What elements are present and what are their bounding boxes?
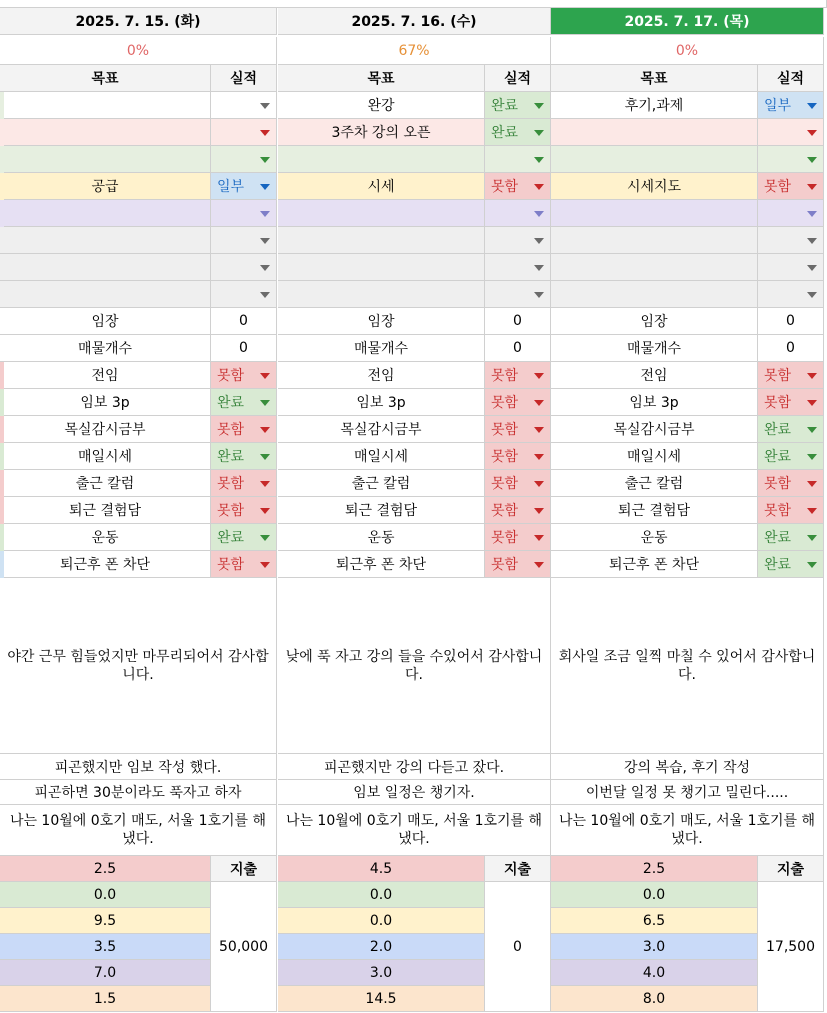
time-value[interactable]: 0.0 [0,882,211,908]
goal-cell[interactable]: 시세지도 [551,173,758,200]
expense-label: 지출 [485,856,551,882]
goal-cell[interactable]: 완강 [278,92,485,119]
chevron-down-icon[interactable] [534,400,544,406]
hidden-column-edge [0,92,4,119]
time-value[interactable]: 0.0 [278,908,485,934]
count-label: 매물개수 [551,335,758,362]
chevron-down-icon[interactable] [534,211,544,217]
hidden-column-edge [0,173,4,200]
goal-cell[interactable] [0,281,211,308]
improvement-note[interactable]: 이번달 일정 못 챙기고 밀린다..... [551,780,824,805]
goal-cell[interactable] [278,254,485,281]
time-value[interactable]: 14.5 [278,986,485,1012]
habit-label: 임보 3p [0,389,211,416]
goal-cell[interactable] [0,146,211,173]
habit-label: 퇴근후 폰 차단 [278,551,485,578]
expense-value[interactable]: 17,500 [758,882,824,1012]
habit-label: 목실감시금부 [551,416,758,443]
count-value[interactable]: 0 [211,308,277,335]
date-header[interactable]: 2025. 7. 17. (목) [551,8,824,35]
affirmation-note[interactable]: 나는 10월에 0호기 매도, 서울 1호기를 해냈다. [551,805,824,856]
count-label: 임장 [278,308,485,335]
goal-cell[interactable]: 후기,과제 [551,92,758,119]
goal-cell[interactable] [0,254,211,281]
chevron-down-icon[interactable] [807,562,817,568]
habit-status-dropdown[interactable]: 완료 [758,524,824,551]
goal-status-dropdown[interactable] [211,92,277,119]
progress-percent: 0% [0,37,277,65]
count-value[interactable]: 0 [211,335,277,362]
chevron-down-icon[interactable] [807,535,817,541]
result-column-header: 실적 [758,65,824,92]
habit-status-dropdown[interactable]: 못함 [485,389,551,416]
time-value[interactable]: 3.0 [551,934,758,960]
chevron-down-icon[interactable] [807,157,817,163]
goal-cell[interactable] [278,281,485,308]
reflection-note[interactable]: 피곤했지만 임보 작성 했다. [0,754,277,780]
goal-cell[interactable] [551,227,758,254]
result-column-header: 실적 [211,65,277,92]
goal-status-dropdown[interactable]: 완료 [485,92,551,119]
hidden-column-edge [0,146,4,173]
goal-status-dropdown[interactable] [211,281,277,308]
time-value[interactable]: 4.5 [278,856,485,882]
habit-label: 퇴근후 폰 차단 [0,551,211,578]
improvement-note[interactable]: 피곤하면 30분이라도 푹자고 하자 [0,780,277,805]
habit-label: 출근 칼럼 [551,470,758,497]
goal-status-dropdown[interactable] [211,254,277,281]
chevron-down-icon[interactable] [807,400,817,406]
chevron-down-icon[interactable] [260,535,270,541]
hidden-column-edge [0,497,4,524]
chevron-down-icon[interactable] [807,454,817,460]
habit-status-dropdown[interactable]: 못함 [211,362,277,389]
chevron-down-icon[interactable] [534,103,544,109]
chevron-down-icon[interactable] [260,211,270,217]
habit-status-dropdown[interactable]: 못함 [485,524,551,551]
chevron-down-icon[interactable] [807,427,817,433]
habit-status-dropdown[interactable]: 못함 [211,416,277,443]
time-value[interactable]: 2.0 [278,934,485,960]
habit-status-dropdown[interactable]: 완료 [758,551,824,578]
progress-percent: 67% [278,37,551,65]
habit-status-dropdown[interactable]: 못함 [758,497,824,524]
chevron-down-icon[interactable] [260,562,270,568]
chevron-down-icon[interactable] [534,427,544,433]
chevron-down-icon[interactable] [807,130,817,136]
count-label: 매물개수 [0,335,211,362]
goal-status-dropdown[interactable] [485,281,551,308]
time-value[interactable]: 3.0 [278,960,485,986]
habit-label: 퇴근 결험담 [0,497,211,524]
chevron-down-icon[interactable] [260,373,270,379]
habit-status-dropdown[interactable]: 못함 [485,416,551,443]
progress-percent: 0% [551,37,824,65]
habit-status-dropdown[interactable]: 완료 [211,443,277,470]
habit-label: 임보 3p [278,389,485,416]
count-value[interactable]: 0 [758,335,824,362]
goal-cell[interactable] [0,227,211,254]
hidden-column-edge [0,362,4,389]
chevron-down-icon[interactable] [260,265,270,271]
hidden-column-edge [0,119,4,146]
habit-label: 출근 칼럼 [278,470,485,497]
habit-label: 매일시세 [278,443,485,470]
goal-cell[interactable] [551,281,758,308]
habit-label: 매일시세 [0,443,211,470]
chevron-down-icon[interactable] [807,238,817,244]
goal-status-dropdown[interactable] [485,146,551,173]
goal-status-dropdown[interactable]: 일부 [211,173,277,200]
count-label: 임장 [0,308,211,335]
goal-status-dropdown[interactable]: 일부 [758,92,824,119]
chevron-down-icon[interactable] [534,373,544,379]
expense-label: 지출 [211,856,277,882]
chevron-down-icon[interactable] [260,238,270,244]
chevron-down-icon[interactable] [260,508,270,514]
chevron-down-icon[interactable] [807,292,817,298]
chevron-down-icon[interactable] [534,184,544,190]
habit-label: 출근 칼럼 [0,470,211,497]
habit-status-dropdown[interactable]: 못함 [485,362,551,389]
count-value[interactable]: 0 [485,308,551,335]
affirmation-note[interactable]: 나는 10월에 0호기 매도, 서울 1호기를 해냈다. [0,805,277,856]
goal-cell[interactable] [0,119,211,146]
reflection-note[interactable]: 강의 복습, 후기 작성 [551,754,824,780]
habit-status-dropdown[interactable]: 못함 [758,362,824,389]
habit-label: 전임 [551,362,758,389]
gratitude-note[interactable]: 회사일 조금 일찍 마칠 수 있어서 감사합니다. [551,578,824,754]
goal-status-dropdown[interactable] [211,119,277,146]
hidden-column-edge [0,524,4,551]
time-value[interactable]: 3.5 [0,934,211,960]
habit-status-dropdown[interactable]: 못함 [485,443,551,470]
time-value[interactable]: 7.0 [0,960,211,986]
chevron-down-icon[interactable] [534,481,544,487]
improvement-note[interactable]: 임보 일정은 챙기자. [278,780,551,805]
count-value[interactable]: 0 [485,335,551,362]
date-header[interactable]: 2025. 7. 15. (화) [0,8,277,35]
goal-cell[interactable] [0,200,211,227]
reflection-note[interactable]: 피곤했지만 강의 다듣고 잤다. [278,754,551,780]
gratitude-note[interactable]: 낮에 푹 자고 강의 들을 수있어서 감사합니다. [278,578,551,754]
habit-status-dropdown[interactable]: 완료 [211,389,277,416]
habit-label: 전임 [278,362,485,389]
affirmation-note[interactable]: 나는 10월에 0호기 매도, 서울 1호기를 해냈다. [278,805,551,856]
chevron-down-icon[interactable] [260,427,270,433]
goal-status-dropdown[interactable] [485,200,551,227]
goal-status-dropdown[interactable]: 못함 [758,173,824,200]
goal-cell[interactable] [551,119,758,146]
date-header[interactable]: 2025. 7. 16. (수) [278,8,551,35]
goal-status-dropdown[interactable] [758,146,824,173]
habit-label: 매일시세 [551,443,758,470]
habit-label: 퇴근 결험담 [551,497,758,524]
goal-column-header: 목표 [0,65,211,92]
habit-status-dropdown[interactable]: 완료 [758,416,824,443]
habit-label: 목실감시금부 [278,416,485,443]
habit-status-dropdown[interactable]: 완료 [211,524,277,551]
goal-cell[interactable] [0,92,211,119]
chevron-down-icon[interactable] [260,184,270,190]
time-value[interactable]: 6.5 [551,908,758,934]
goal-cell[interactable] [551,200,758,227]
time-value[interactable]: 0.0 [278,882,485,908]
gratitude-note[interactable]: 야간 근무 힘들었지만 마무리되어서 감사합니다. [0,578,277,754]
result-column-header: 실적 [485,65,551,92]
hidden-column-edge [0,551,4,578]
count-label: 임장 [551,308,758,335]
hidden-column-edge [0,200,4,227]
habit-status-dropdown[interactable]: 못함 [758,389,824,416]
chevron-down-icon[interactable] [807,211,817,217]
goal-cell[interactable] [551,146,758,173]
hidden-column-edge [0,470,4,497]
chevron-down-icon[interactable] [807,103,817,109]
chevron-down-icon[interactable] [260,157,270,163]
chevron-down-icon[interactable] [534,454,544,460]
goal-status-dropdown[interactable] [758,227,824,254]
chevron-down-icon[interactable] [807,184,817,190]
chevron-down-icon[interactable] [534,292,544,298]
chevron-down-icon[interactable] [534,508,544,514]
time-value[interactable]: 8.0 [551,986,758,1012]
goal-column-header: 목표 [551,65,758,92]
expense-label: 지출 [758,856,824,882]
goal-status-dropdown[interactable] [211,146,277,173]
habit-status-dropdown[interactable]: 못함 [485,470,551,497]
habit-status-dropdown[interactable]: 못함 [211,551,277,578]
goal-cell[interactable]: 공급 [0,173,211,200]
habit-label: 운동 [0,524,211,551]
goal-status-dropdown[interactable] [758,200,824,227]
habit-status-dropdown[interactable]: 못함 [758,470,824,497]
chevron-down-icon[interactable] [260,481,270,487]
chevron-down-icon[interactable] [534,562,544,568]
habit-label: 목실감시금부 [0,416,211,443]
goal-status-dropdown[interactable] [758,281,824,308]
chevron-down-icon[interactable] [534,130,544,136]
expense-value[interactable]: 0 [485,882,551,1012]
chevron-down-icon[interactable] [260,130,270,136]
time-value[interactable]: 4.0 [551,960,758,986]
habit-label: 전임 [0,362,211,389]
goal-cell[interactable] [278,200,485,227]
goal-status-dropdown[interactable] [211,200,277,227]
goal-cell[interactable]: 시세 [278,173,485,200]
goal-cell[interactable] [278,146,485,173]
habit-status-dropdown[interactable]: 못함 [485,551,551,578]
chevron-down-icon[interactable] [534,265,544,271]
goal-status-dropdown[interactable] [211,227,277,254]
hidden-column-edge [0,416,4,443]
cropped-row [0,0,827,8]
goal-cell[interactable] [551,254,758,281]
habit-status-dropdown[interactable]: 못함 [211,497,277,524]
habit-label: 퇴근 결험담 [278,497,485,524]
goal-status-dropdown[interactable] [758,119,824,146]
chevron-down-icon[interactable] [260,400,270,406]
habit-status-dropdown[interactable]: 못함 [485,497,551,524]
time-value[interactable]: 0.0 [551,882,758,908]
chevron-down-icon[interactable] [260,292,270,298]
count-value[interactable]: 0 [758,308,824,335]
time-value[interactable]: 1.5 [0,986,211,1012]
chevron-down-icon[interactable] [807,481,817,487]
habit-label: 임보 3p [551,389,758,416]
chevron-down-icon[interactable] [807,373,817,379]
expense-value[interactable]: 50,000 [211,882,277,1012]
hidden-column-edge [0,389,4,416]
habit-status-dropdown[interactable]: 완료 [758,443,824,470]
time-value[interactable]: 9.5 [0,908,211,934]
chevron-down-icon[interactable] [260,103,270,109]
habit-label: 퇴근후 폰 차단 [551,551,758,578]
hidden-column-edge [0,443,4,470]
goal-column-header: 목표 [278,65,485,92]
habit-label: 운동 [551,524,758,551]
chevron-down-icon[interactable] [807,265,817,271]
goal-status-dropdown[interactable] [758,254,824,281]
chevron-down-icon[interactable] [534,238,544,244]
goal-cell[interactable] [278,227,485,254]
habit-status-dropdown[interactable]: 못함 [211,470,277,497]
goal-cell[interactable]: 3주차 강의 오픈 [278,119,485,146]
goal-status-dropdown[interactable] [485,227,551,254]
chevron-down-icon[interactable] [534,535,544,541]
chevron-down-icon[interactable] [260,454,270,460]
time-value[interactable]: 2.5 [551,856,758,882]
goal-status-dropdown[interactable]: 완료 [485,119,551,146]
goal-status-dropdown[interactable] [485,254,551,281]
habit-label: 운동 [278,524,485,551]
goal-status-dropdown[interactable]: 못함 [485,173,551,200]
chevron-down-icon[interactable] [807,508,817,514]
count-label: 매물개수 [278,335,485,362]
chevron-down-icon[interactable] [534,157,544,163]
time-value[interactable]: 2.5 [0,856,211,882]
